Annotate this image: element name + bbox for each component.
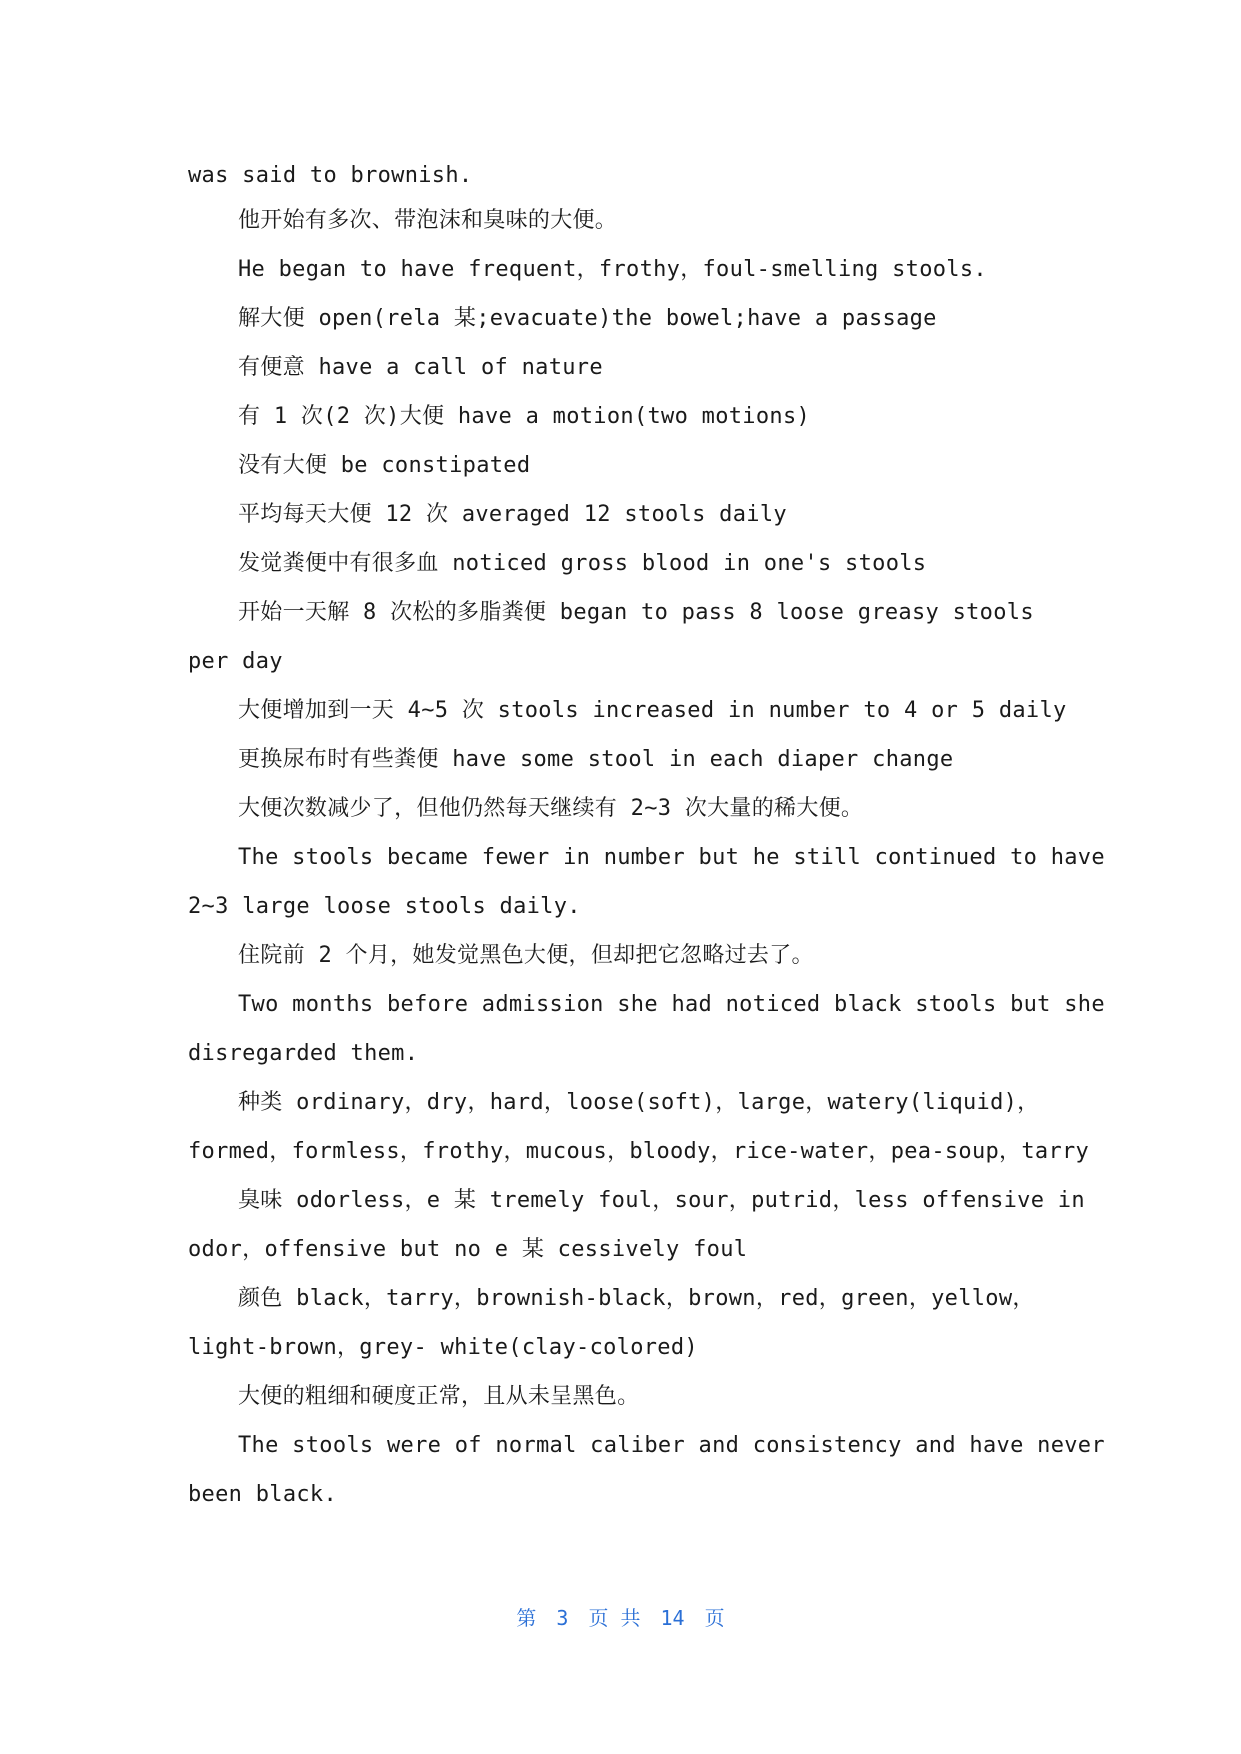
text-line: 发觉粪便中有很多血 noticed gross blood in one's stools [238, 551, 927, 576]
text-line: 颜色 black，tarry，brownish-black，brown，red，green，yellow， [238, 1286, 1035, 1311]
text-line: 平均每天大便 12 次 averaged 12 stools daily [238, 502, 787, 527]
text-line: 臭味 odorless，e 某 tremely foul，sour，putrid，less offensive in [238, 1188, 1085, 1213]
text-line: 解大便 open(rela 某;evacuate)the bowel;have a passage [238, 306, 937, 331]
footer-label-of: 页 共 [588, 1606, 641, 1630]
text-line: per day [188, 649, 283, 674]
footer-label-page: 第 [516, 1606, 537, 1630]
text-line: 他开始有多次、带泡沫和臭味的大便。 [238, 208, 618, 233]
text-line: formed，formless，frothy，mucous，bloody，rice-water，pea-soup，tarry [188, 1139, 1090, 1164]
text-line: 更换尿布时有些粪便 have some stool in each diaper change [238, 747, 954, 772]
text-line: light-brown，grey- white(clay-colored) [188, 1335, 698, 1360]
text-line: He began to have frequent，frothy，foul-smelling stools. [238, 257, 987, 282]
text-line: Two months before admission she had noticed black stools but she [238, 992, 1105, 1017]
text-line: 大便的粗细和硬度正常，且从未呈黑色。 [238, 1384, 640, 1409]
text-line: 开始一天解 8 次松的多脂粪便 began to pass 8 loose greasy stools [238, 600, 1034, 625]
text-line: was said to brownish. [188, 163, 473, 188]
text-line: 有便意 have a call of nature [238, 355, 603, 380]
text-line: been black. [188, 1482, 337, 1507]
text-line: disregarded them. [188, 1041, 419, 1066]
text-line: 大便增加到一天 4~5 次 stools increased in number to 4 or 5 daily [238, 698, 1067, 723]
text-line: odor，offensive but no e 某 cessively foul [188, 1237, 748, 1262]
text-line: 有 1 次(2 次)大便 have a motion(two motions) [238, 404, 811, 429]
text-line: 大便次数减少了，但他仍然每天继续有 2~3 次大量的稀大便。 [238, 796, 864, 821]
text-line: The stools became fewer in number but he still continued to have [238, 845, 1105, 870]
text-line: The stools were of normal caliber and consistency and have never [238, 1433, 1105, 1458]
text-line: 种类 ordinary，dry，hard，loose(soft)，large，watery(liquid)， [238, 1090, 1040, 1115]
text-line: 没有大便 be constipated [238, 453, 531, 478]
text-line: 2~3 large loose stools daily. [188, 894, 581, 919]
footer-current-page: 3 [556, 1606, 569, 1630]
footer-total-pages: 14 [660, 1606, 685, 1630]
footer-label-end: 页 [704, 1606, 725, 1630]
page-footer [0, 1602, 1241, 1631]
text-line: 住院前 2 个月，她发觉黑色大便，但却把它忽略过去了。 [238, 943, 814, 968]
